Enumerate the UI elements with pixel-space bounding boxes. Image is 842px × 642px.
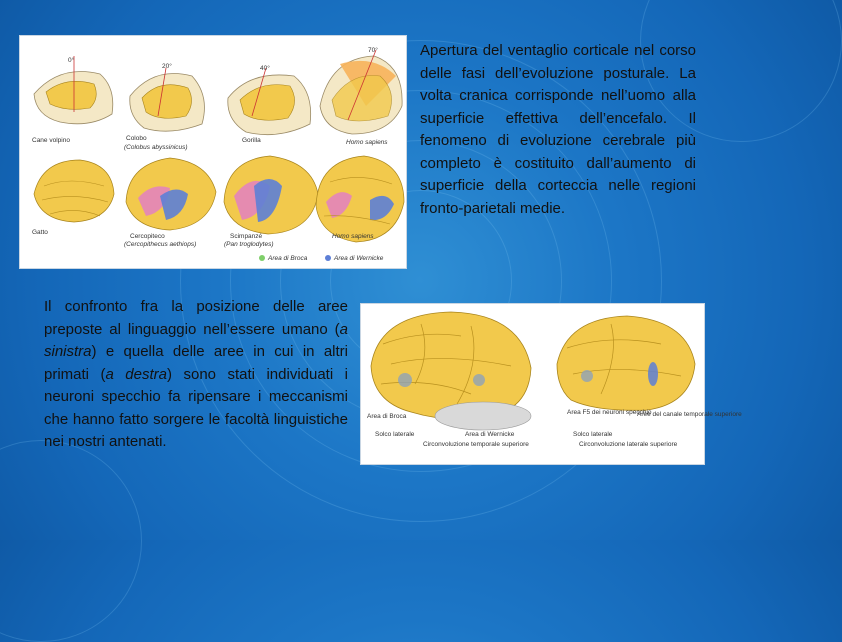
caption-italic-right: a destra: [105, 365, 167, 383]
monkey-label-temporal: Aree del canale temporale superiore: [637, 411, 742, 418]
monkey-label-gyrus: Circonvoluzione laterale superiore: [579, 441, 678, 448]
language-areas-caption-text: [44, 296, 348, 454]
chimp-brain: [224, 156, 318, 234]
brain-comparison-illustration: [361, 304, 742, 464]
label-cercopithecus-latin: (Cercopithecus aethiops): [124, 241, 197, 248]
angle-70: 70°: [368, 47, 378, 54]
cat-brain: [34, 160, 114, 222]
angle-0: 0°: [68, 57, 75, 64]
label-cercopithecus: Cercopiteco: [130, 233, 165, 240]
caption-part-1: Il confronto fra la posizione delle aree preposte al linguaggio nell’essere umano (: [44, 298, 348, 338]
monkey-label-sulcus: Solco laterale: [573, 431, 613, 438]
human-label-sulcus: Solco laterale: [375, 431, 415, 438]
brain-comparison-figure: [361, 304, 742, 464]
legend-wernicke-swatch: [325, 255, 331, 261]
monkey-label-f5: Area F5 dei neuroni specchio: [567, 409, 652, 416]
colobus-skull: [130, 68, 205, 131]
label-colobus-latin: (Colobus abyssinicus): [124, 144, 188, 151]
caption-italic-left: a sinistra: [44, 320, 348, 360]
evolution-caption-text: Apertura del ventaglio corticale nel corso delle fasi dell’evoluzione posturale. La volta cranica corrisponde nell’uomo alla superficie effettiva dell’encefalo. Il fenomeno di evoluzione cerebrale più completo è costituito dall’aumento di superficie della corteccia nelle regioni fronto-parietali medie.: [420, 42, 696, 217]
label-chimp-latin: (Pan troglodytes): [224, 241, 274, 248]
brain-evolution-figure: [20, 36, 406, 268]
brain-evolution-illustration: [20, 36, 406, 268]
caption-part-3: ) sono stati individuati i neuroni specchio fa ripensare i meccanismi che hanno fatto sorgere le facoltà linguistiche nei nostri antenati.: [44, 365, 348, 450]
angle-40: 40°: [260, 65, 270, 72]
homo-skull: [320, 50, 402, 134]
label-homo: Homo sapiens: [346, 139, 388, 146]
human-label-gyrus: Circonvoluzione temporale superiore: [423, 441, 529, 448]
angle-20: 20°: [162, 63, 172, 70]
label-colobus: Colobo: [126, 135, 147, 142]
dog-skull: [34, 56, 113, 124]
label-gorilla: Gorilla: [242, 137, 261, 144]
legend-wernicke: Area di Wernicke: [334, 255, 384, 262]
human-label-wernicke: Area di Wernicke: [465, 431, 515, 438]
caption-part-2: ) e quella delle aree in cui in altri primati (: [44, 343, 348, 383]
label-cat: Gatto: [32, 229, 48, 236]
legend-broca-swatch: [259, 255, 265, 261]
cercopithecus-brain: [126, 158, 216, 230]
label-human: Homo sapiens: [332, 233, 374, 240]
bg-ripple: [0, 440, 142, 642]
label-chimp: Scimpanzé: [230, 233, 263, 240]
human-label-broca: Area di Broca: [367, 413, 407, 420]
human-brain: [316, 156, 404, 242]
label-dog: Cane volpino: [32, 137, 70, 144]
monkey-brain: [557, 316, 695, 410]
gorilla-skull: [228, 68, 311, 135]
legend-broca: Area di Broca: [268, 255, 308, 262]
